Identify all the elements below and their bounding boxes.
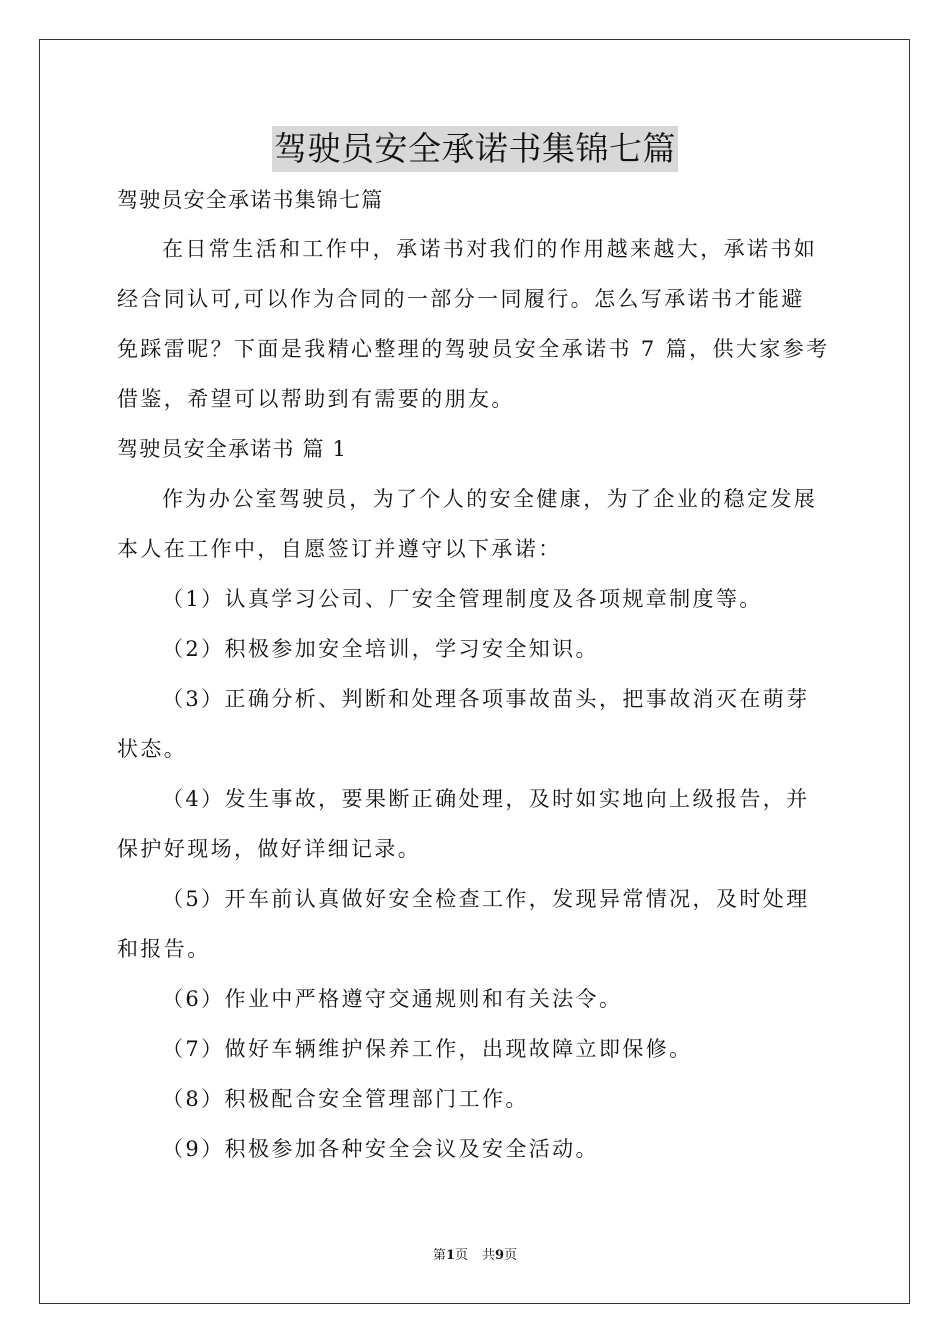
commitment-item: （5）开车前认真做好安全检查工作，发现异常情况，及时处理 — [162, 887, 810, 911]
commitment-item: （3）正确分析、判断和处理各项事故苗头，把事故消灭在萌芽 — [162, 687, 810, 711]
intro-line: 在日常生活和工作中，承诺书对我们的作用越来越大，承诺书如 — [162, 237, 818, 261]
section-heading: 驾驶员安全承诺书 篇 1 — [117, 437, 348, 461]
intro-line: 免踩雷呢？下面是我精心整理的驾驶员安全承诺书 7 篇，供大家参考 — [117, 337, 830, 361]
total-prefix: 共 — [482, 1248, 496, 1263]
total-suffix: 页 — [504, 1248, 518, 1263]
page-prefix: 第 — [432, 1248, 446, 1263]
commitment-item: （9）积极参加各种安全会议及安全活动。 — [162, 1137, 599, 1161]
title-container — [0, 126, 950, 172]
commitment-item: （6）作业中严格遵守交通规则和有关法令。 — [162, 987, 623, 1011]
section-intro-line: 本人在工作中，自愿签订并遵守以下承诺： — [117, 537, 562, 561]
commitment-item-continued: 状态。 — [117, 737, 188, 761]
commitment-item: （4）发生事故，要果断正确处理，及时如实地向上级报告，并 — [162, 787, 810, 811]
commitment-item: （1）认真学习公司、厂安全管理制度及各项规章制度等。 — [162, 587, 763, 611]
intro-line: 借鉴，希望可以帮助到有需要的朋友。 — [117, 387, 515, 411]
page-suffix: 页 — [454, 1248, 468, 1263]
commitment-item: （8）积极配合安全管理部门工作。 — [162, 1087, 529, 1111]
document-subtitle: 驾驶员安全承诺书集锦七篇 — [117, 188, 384, 212]
total-pages: 9 — [495, 1248, 505, 1263]
intro-line: 经合同认可,可以作为合同的一部分一同履行。怎么写承诺书才能避 — [117, 287, 805, 311]
section-intro-line: 作为办公室驾驶员，为了个人的安全健康，为了企业的稳定发展 — [162, 487, 818, 511]
page-border — [39, 39, 910, 1304]
page-footer — [0, 1247, 950, 1265]
page-number: 1 — [445, 1248, 455, 1263]
commitment-item: （2）积极参加安全培训，学习安全知识。 — [162, 637, 599, 661]
commitment-item-continued: 保护好现场，做好详细记录。 — [117, 837, 422, 861]
document-title: 驾驶员安全承诺书集锦七篇 — [272, 126, 678, 172]
commitment-item-continued: 和报告。 — [117, 937, 211, 961]
commitment-item: （7）做好车辆维护保养工作，出现故障立即保修。 — [162, 1037, 693, 1061]
